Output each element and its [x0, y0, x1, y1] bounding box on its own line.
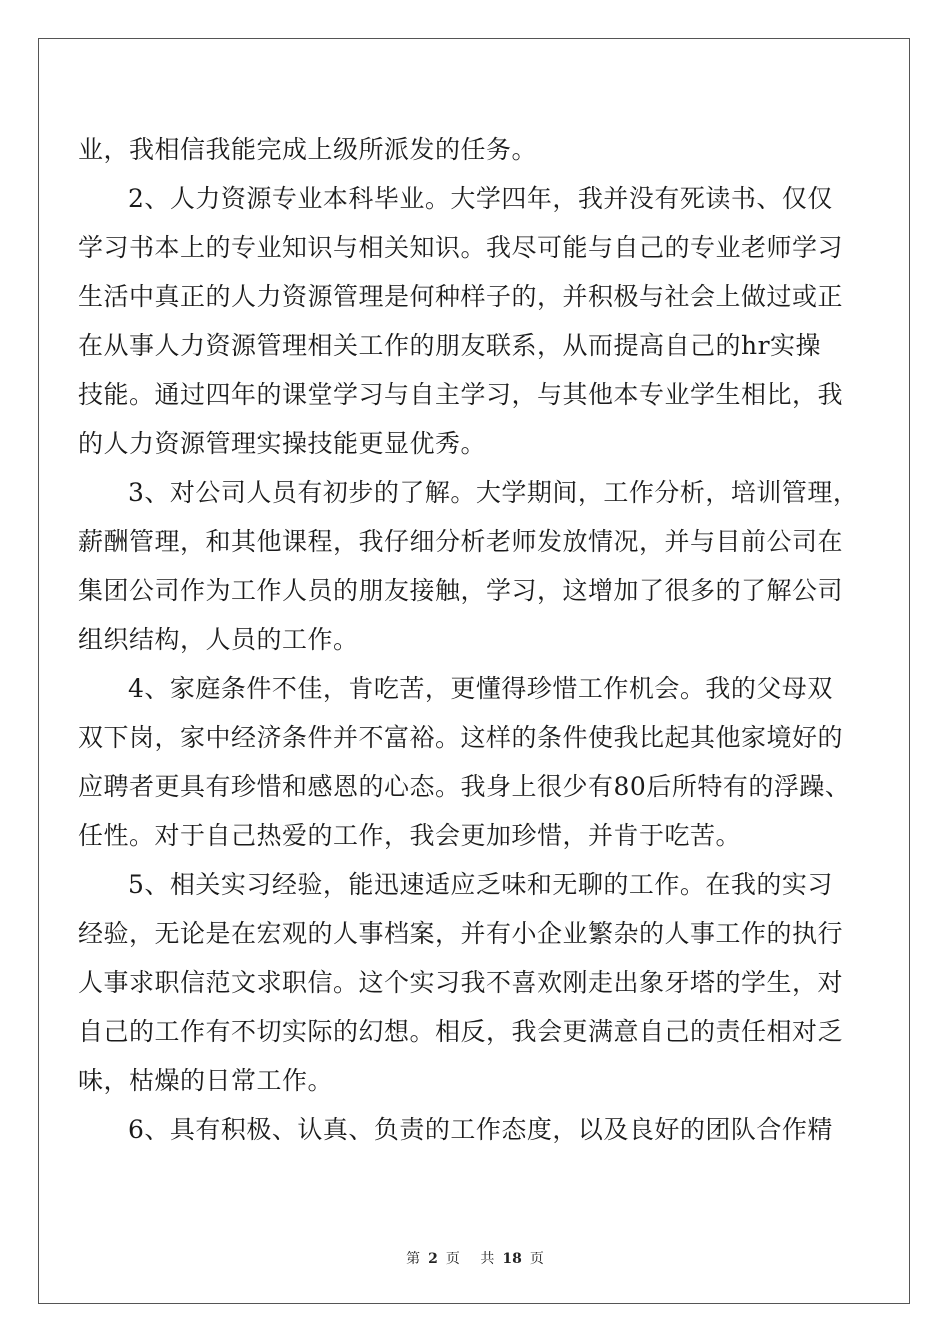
total-suffix: 页 [529, 1251, 544, 1267]
document-body [78, 125, 878, 1154]
page-indicator [402, 1251, 464, 1267]
text-line: 集团公司作为工作人员的朋友接触，学习，这增加了很多的了解公司 [78, 576, 844, 605]
text-line: 6、具有积极、认真、负责的工作态度，以及良好的团队合作精 [128, 1115, 833, 1144]
text-line: 经验，无论是在宏观的人事档案，并有小企业繁杂的人事工作的执行 [78, 919, 844, 948]
total-pages: 18 [502, 1251, 522, 1267]
text-line: 薪酬管理，和其他课程，我仔细分析老师发放情况，并与目前公司在 [78, 527, 844, 556]
text-line: 双下岗，家中经济条件并不富裕。这样的条件使我比起其他家境好的 [78, 723, 844, 752]
page-prefix: 第 [406, 1251, 421, 1267]
text-line: 学习书本上的专业知识与相关知识。我尽可能与自己的专业老师学习 [78, 233, 844, 262]
text-line: 5、相关实习经验，能迅速适应乏味和无聊的工作。在我的实习 [128, 870, 833, 899]
text-line: 技能。通过四年的课堂学习与自主学习，与其他本专业学生相比，我 [78, 380, 844, 409]
text-line: 4、家庭条件不佳，肯吃苦，更懂得珍惜工作机会。我的父母双 [128, 674, 833, 703]
page-suffix: 页 [445, 1251, 460, 1267]
text-line: 在从事人力资源管理相关工作的朋友联系，从而提高自己的hr实操 [78, 331, 822, 360]
text-line: 组织结构，人员的工作。 [78, 625, 359, 654]
text-line: 自己的工作有不切实际的幻想。相反，我会更满意自己的责任相对乏 [78, 1017, 844, 1046]
total-indicator [476, 1251, 547, 1267]
page-number: 2 [428, 1251, 438, 1267]
text-line: 3、对公司人员有初步的了解。大学期间，工作分析，培训管理， [128, 478, 859, 507]
text-line: 任性。对于自己热爱的工作，我会更加珍惜，并肯于吃苦。 [78, 821, 742, 850]
text-line: 业，我相信我能完成上级所派发的任务。 [78, 135, 538, 164]
page-footer [0, 1248, 950, 1268]
text-line: 生活中真正的人力资源管理是何种样子的，并积极与社会上做过或正 [78, 282, 844, 311]
text-line: 2、人力资源专业本科毕业。大学四年，我并没有死读书、仅仅 [128, 184, 833, 213]
text-line: 的人力资源管理实操技能更显优秀。 [78, 429, 487, 458]
total-prefix: 共 [480, 1251, 495, 1267]
text-line: 人事求职信范文求职信。这个实习我不喜欢刚走出象牙塔的学生，对 [78, 968, 844, 997]
text-line: 味，枯燥的日常工作。 [78, 1066, 334, 1095]
text-line: 应聘者更具有珍惜和感恩的心态。我身上很少有80后所特有的浮躁、 [78, 772, 851, 801]
